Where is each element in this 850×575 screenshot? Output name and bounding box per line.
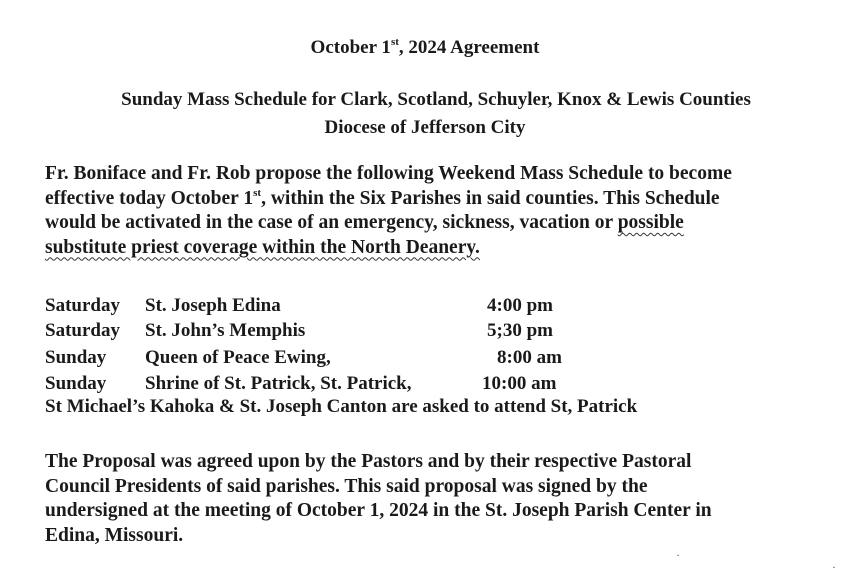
schedule-time: 5;30 pm — [487, 320, 553, 341]
closing-line-3: undersigned at the meeting of October 1, 2024 in the St. Joseph Parish Center in — [45, 500, 712, 521]
schedule-place: St. Joseph Edina — [145, 295, 281, 316]
intro-line-3 — [45, 211, 845, 236]
closing-line-4: Edina, Missouri. — [45, 524, 184, 546]
intro-line-1: Fr. Boniface and Fr. Rob propose the following Weekend Mass Schedule to become — [45, 163, 732, 184]
intro-ordinal-suffix: st — [253, 186, 262, 199]
schedule-day: Sunday — [45, 373, 107, 394]
schedule-heading: Sunday Mass Schedule for Clark, Scotland, Schuyler, Knox & Lewis Counties — [121, 89, 751, 110]
diocese-heading: Diocese of Jefferson City — [324, 117, 526, 138]
title-text: October 1 — [310, 37, 391, 58]
title-text-rest: , 2024 Agreement — [398, 37, 540, 58]
schedule-place: Queen of Peace Ewing, — [145, 347, 331, 368]
document-title — [0, 36, 850, 60]
schedule-time: 8:00 am — [497, 347, 562, 368]
intro-line-2 — [45, 187, 845, 212]
intro-line-2-text: effective today October 1 — [45, 187, 254, 209]
intro-line-2-rest: , within the Six Parishes in said counties. This Schedule — [261, 187, 720, 209]
intro-line-4-text: substitute priest coverage within the North Deanery. — [45, 236, 480, 258]
closing-paragraph — [45, 450, 845, 548]
schedule-note: St Michael’s Kahoka & St. Joseph Canton are asked to attend St, Patrick — [45, 396, 638, 417]
scan-speck: · — [676, 548, 680, 562]
closing-line-1: The Proposal was agreed upon by the Pastors and by their respective Pastoral — [45, 451, 692, 472]
schedule-time: 10:00 am — [482, 373, 557, 394]
intro-line-3-text: would be activated in the case of an emergency, sickness, vacation or — [45, 212, 618, 233]
schedule-place: Shrine of St. Patrick, St. Patrick, — [145, 373, 412, 394]
schedule-place: St. John’s Memphis — [145, 320, 306, 341]
title-ordinal-suffix: st — [390, 36, 399, 48]
intro-underlined-word: possible — [617, 212, 684, 233]
schedule-day: Sunday — [45, 347, 107, 368]
schedule-day: Saturday — [45, 320, 120, 341]
intro-paragraph — [45, 162, 845, 260]
schedule-time: 4:00 pm — [487, 295, 553, 316]
intro-line-4 — [45, 236, 845, 261]
scan-speck: · — [832, 560, 836, 574]
schedule-day: Saturday — [45, 295, 120, 316]
closing-line-2: Council Presidents of said parishes. This said proposal was signed by the — [45, 475, 648, 497]
